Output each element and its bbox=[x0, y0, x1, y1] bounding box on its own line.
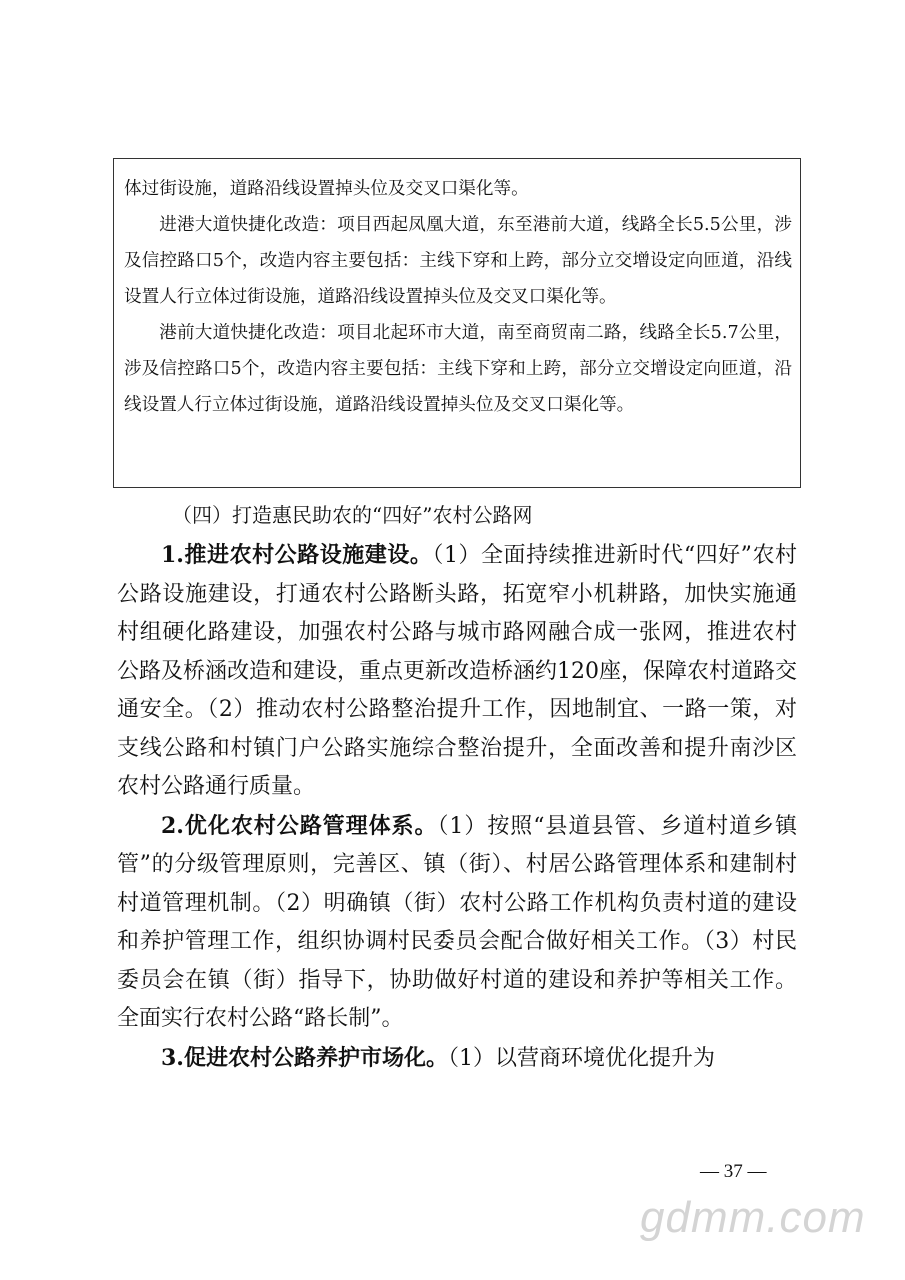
box-paragraph: 港前大道快捷化改造：项目北起环市大道，南至商贸南二路，线路全长5.7公里，涉及信控路口5个，改造内容主要包括：主线下穿和上跨，部分立交增设定向匝道，沿线设置人行立体过街设施，道路沿线设置掉头位及交叉口渠化等。 bbox=[124, 323, 792, 415]
paragraph-lead: 3.促进农村公路养护市场化。 bbox=[161, 1044, 448, 1071]
box-paragraph: 体过街设施，道路沿线设置掉头位及交叉口渠化等。 bbox=[124, 179, 529, 199]
paragraph-lead: 2.优化农村公路管理体系。 bbox=[161, 812, 438, 839]
paragraph-lead: 1.推进农村公路设施建设。 bbox=[161, 542, 433, 568]
paragraph-text: （1）全面持续推进新时代“四好”农村公路设施建设，打通农村公路断头路，拓宽窄小机耕路，加快实施通村组硬化路建设，加强农村公路与城市路网融合成一张网，推进农村公路及桥涵改造和建设，重点更新改造桥涵约120座，保障农村道路交通安全。（2）推动农村公路整治提升工作，因地制宜、一路一策，对支线公路和村镇门户公路实施综合整治提升，全面改善和提升南沙区农村公路通行质量。 bbox=[117, 543, 798, 799]
page-number: — 37 — bbox=[700, 1161, 767, 1182]
paragraph-text: （1）以营商环境优化提升为 bbox=[447, 1045, 715, 1071]
paragraph bbox=[117, 807, 797, 1039]
paragraph bbox=[117, 536, 797, 807]
paragraph bbox=[117, 1039, 797, 1079]
paragraph-text: （1）按照“县道县管、乡道村道乡镇管”的分级管理原则，完善区、镇（街）、村居公路管理体系和建制村村道管理机制。（2）明确镇（街）农村公路工作机构负责村道的建设和养护管理工作，组织协调村民委员会配合做好相关工作。（3）村民委员会在镇（街）指导下，协助做好村道的建设和养护等相关工作。全面实行农村公路“路长制”。 bbox=[117, 813, 798, 1031]
body-text bbox=[117, 536, 797, 1078]
watermark: gdmm.com bbox=[640, 1193, 866, 1242]
section-heading: （四）打造惠民助农的“四好”农村公路网 bbox=[172, 503, 533, 527]
highlight-box bbox=[113, 158, 801, 488]
box-paragraph: 进港大道快捷化改造：项目西起凤凰大道，东至港前大道，线路全长5.5公里，涉及信控路口5个，改造内容主要包括：主线下穿和上跨，部分立交增设定向匝道，沿线设置人行立体过街设施，道路沿线设置掉头位及交叉口渠化等。 bbox=[124, 215, 792, 307]
